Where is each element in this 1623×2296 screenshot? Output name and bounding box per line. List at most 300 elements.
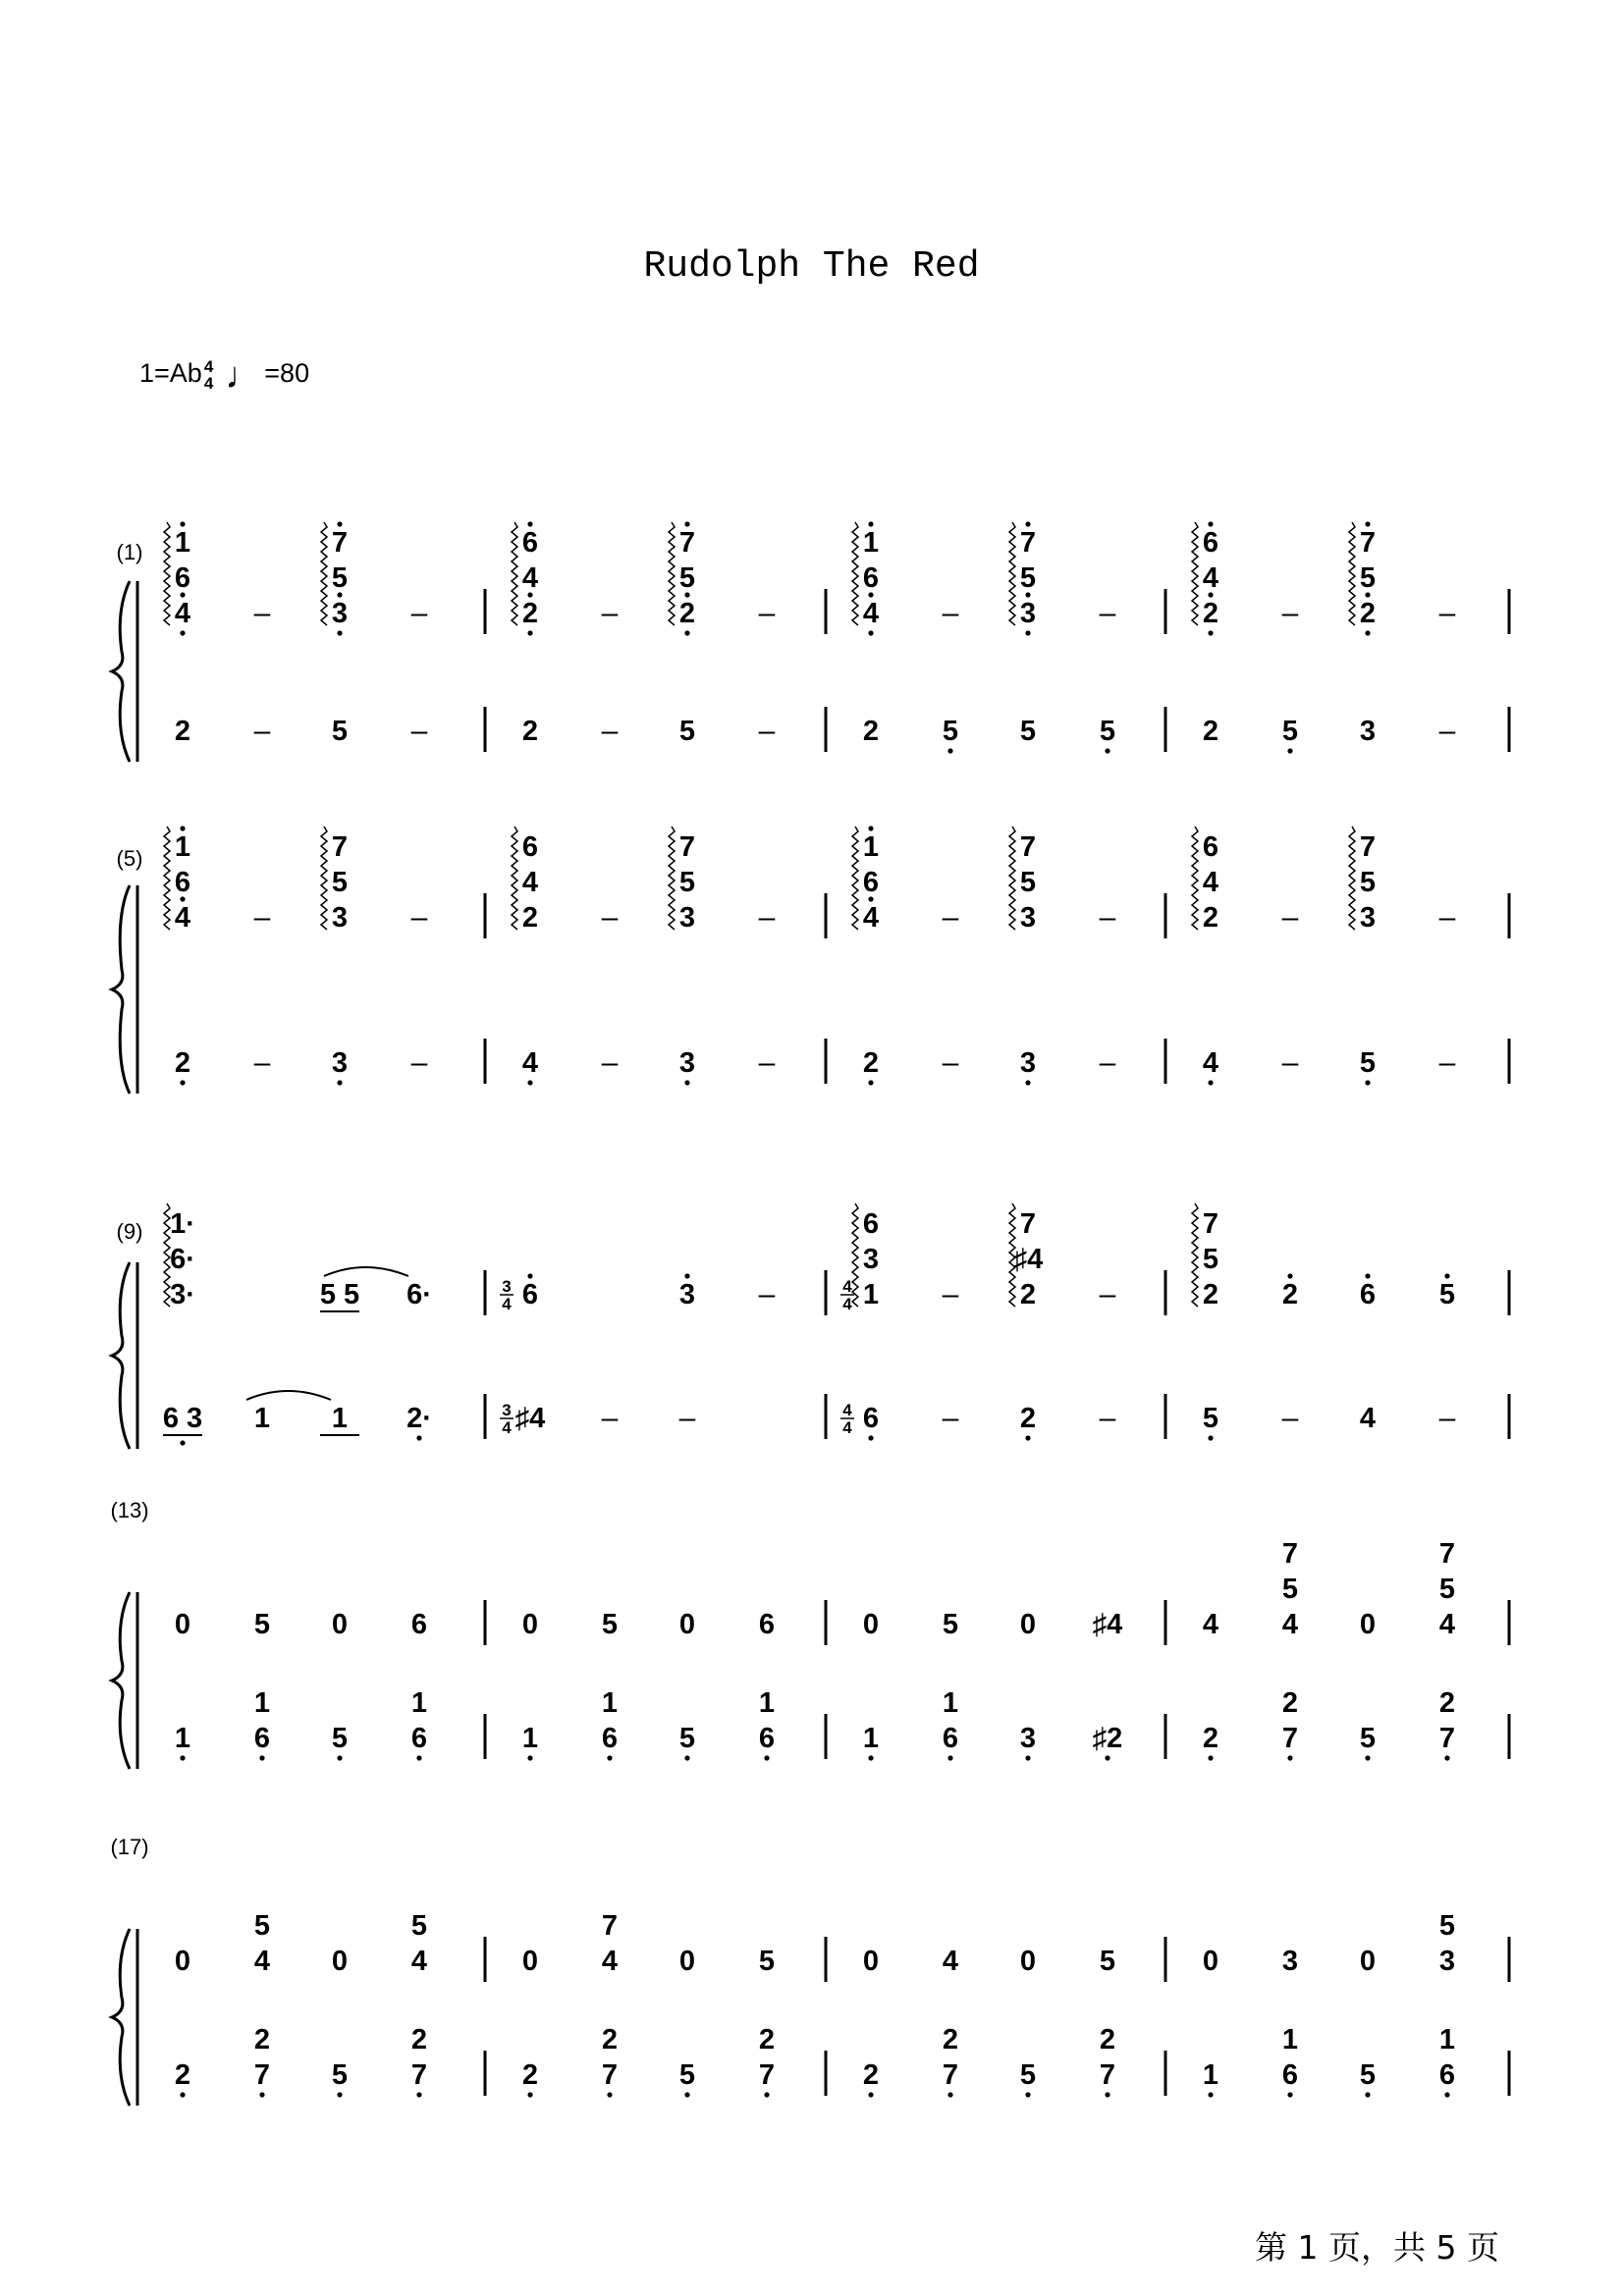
- note: 0: [521, 1609, 539, 1640]
- sustain-dash: –: [1099, 901, 1116, 934]
- arpeggio-mark: [164, 827, 170, 930]
- note: 5: [678, 2059, 696, 2091]
- sustain-dash: –: [601, 1402, 619, 1434]
- note: 6: [758, 1723, 776, 1754]
- note: 3: [678, 1047, 696, 1079]
- chord-note: 6: [521, 527, 539, 559]
- chord-note: 1: [942, 1687, 959, 1719]
- note: 6: [1359, 1279, 1377, 1310]
- chord-note: 5: [253, 1910, 271, 1942]
- note: 4: [174, 598, 191, 629]
- note: 2: [521, 902, 539, 934]
- note: 2: [174, 1047, 191, 1079]
- sustain-dash: –: [1099, 1046, 1116, 1079]
- arpeggio-mark: [321, 827, 327, 930]
- sustain-dash: –: [253, 715, 271, 747]
- octave-dot: [1365, 521, 1370, 526]
- chord-note: 5: [1359, 562, 1377, 594]
- chord-note: 6: [1202, 831, 1219, 863]
- note: 4: [1281, 1609, 1299, 1640]
- octave-dot: [527, 2092, 532, 2097]
- sustain-dash: –: [942, 1046, 959, 1079]
- note: 5: [1359, 1047, 1377, 1079]
- note: 2: [678, 598, 696, 629]
- octave-dot: [684, 630, 689, 635]
- note: 4: [253, 1946, 271, 1977]
- note: 0: [678, 1609, 696, 1640]
- octave-dot: [1444, 1755, 1449, 1760]
- sustain-dash: –: [253, 1046, 271, 1079]
- note: 5: [331, 716, 349, 747]
- chord-note: 1: [1281, 2024, 1299, 2056]
- chord-note: 5: [410, 1910, 428, 1942]
- chord-note: 7: [1359, 527, 1377, 559]
- sustain-dash: –: [942, 597, 959, 629]
- note: 5: [601, 1609, 619, 1640]
- chord-note: 6: [1202, 527, 1219, 559]
- chord-note: 1: [1438, 2024, 1456, 2056]
- chord-note: 1: [410, 1687, 428, 1719]
- note: 7: [1438, 1723, 1456, 1754]
- note: 1: [1202, 2059, 1219, 2091]
- octave-dot: [180, 521, 185, 526]
- note: 5: [1202, 1403, 1219, 1434]
- note: 2: [1359, 598, 1377, 629]
- note: 5: [1019, 2059, 1037, 2091]
- arpeggio-mark: [1009, 522, 1015, 625]
- octave-dot: [1287, 2092, 1292, 2097]
- chord-note: 7: [331, 527, 349, 559]
- note: 0: [331, 1946, 349, 1977]
- octave-dot: [527, 521, 532, 526]
- note: 6·: [406, 1279, 432, 1310]
- note: 6: [862, 1403, 880, 1434]
- note: 2: [1202, 1279, 1219, 1310]
- chord-note: 5: [1019, 867, 1037, 898]
- chord-note: 7: [331, 831, 349, 863]
- note: 3: [1019, 1047, 1037, 1079]
- note: 2: [862, 716, 880, 747]
- octave-dot: [868, 521, 873, 526]
- note: 5: [1359, 2059, 1377, 2091]
- octave-dot: [1365, 1273, 1370, 1278]
- octave-dot: [684, 1755, 689, 1760]
- octave-dot: [1025, 1080, 1030, 1085]
- sustain-dash: –: [942, 901, 959, 934]
- chord-note: 2: [410, 2024, 428, 2056]
- octave-dot: [1287, 1755, 1292, 1760]
- note: 5: [1099, 716, 1116, 747]
- octave-dot: [1105, 1755, 1109, 1760]
- note: 2: [521, 716, 539, 747]
- time-signature: 4: [502, 1295, 512, 1313]
- note: 5: [253, 1609, 271, 1640]
- octave-dot: [1208, 1755, 1213, 1760]
- note: 6: [601, 1723, 619, 1754]
- chord-note: 2: [1438, 1687, 1456, 1719]
- arpeggio-mark: [1349, 827, 1355, 930]
- system-brace: [112, 581, 130, 762]
- octave-dot: [337, 1080, 342, 1085]
- note: 4: [410, 1946, 428, 1977]
- octave-dot: [947, 748, 952, 753]
- sustain-dash: –: [1099, 597, 1116, 629]
- note: 4: [174, 902, 191, 934]
- arpeggio-mark: [1009, 827, 1015, 930]
- sustain-dash: –: [253, 597, 271, 629]
- note: 2: [1202, 716, 1219, 747]
- sustain-dash: –: [678, 1402, 696, 1434]
- arpeggio-mark: [1192, 827, 1198, 930]
- tie-arc: [324, 1267, 408, 1276]
- chord-note: 5: [1438, 1910, 1456, 1942]
- arpeggio-mark: [669, 827, 675, 930]
- note: 6: [758, 1609, 776, 1640]
- time-signature: 3: [502, 1401, 512, 1419]
- sustain-dash: –: [1281, 597, 1299, 629]
- chord-note: 1: [174, 527, 191, 559]
- chord-note: 2: [253, 2024, 271, 2056]
- sustain-dash: –: [410, 1046, 428, 1079]
- chord-note: 5: [678, 562, 696, 594]
- octave-dot: [527, 1080, 532, 1085]
- sustain-dash: –: [942, 1278, 959, 1310]
- note: 4: [862, 598, 880, 629]
- octave-dot: [180, 1755, 185, 1760]
- tie-arc: [246, 1391, 331, 1400]
- note: 4: [521, 1047, 539, 1079]
- arpeggio-mark: [164, 1203, 170, 1307]
- octave-dot: [1365, 2092, 1370, 2097]
- system-brace: [112, 1592, 130, 1769]
- octave-dot: [947, 1755, 952, 1760]
- note: 7: [942, 2059, 959, 2091]
- octave-dot: [180, 1440, 185, 1445]
- octave-dot: [337, 521, 342, 526]
- sustain-dash: –: [1438, 1046, 1456, 1079]
- note: 0: [1359, 1609, 1377, 1640]
- note: 2·: [406, 1403, 432, 1434]
- octave-dot: [1025, 1755, 1030, 1760]
- note: 2: [1202, 902, 1219, 934]
- measure-number: (13): [110, 1498, 149, 1522]
- chord-note: 7: [1202, 1208, 1219, 1240]
- sustain-dash: –: [1438, 597, 1456, 629]
- arpeggio-mark: [669, 522, 675, 625]
- sustain-dash: –: [1438, 715, 1456, 747]
- octave-dot: [868, 1755, 873, 1760]
- sustain-dash: –: [410, 597, 428, 629]
- octave-dot: [1208, 1080, 1213, 1085]
- octave-dot: [868, 826, 873, 830]
- note: 2: [1202, 598, 1219, 629]
- note: 1: [521, 1723, 539, 1754]
- note: ♯2: [1092, 1723, 1123, 1754]
- octave-dot: [527, 1755, 532, 1760]
- note: 5: [1281, 716, 1299, 747]
- sustain-dash: –: [942, 1402, 959, 1434]
- octave-dot: [764, 1755, 769, 1760]
- note: 4: [942, 1946, 959, 1977]
- octave-dot: [684, 1273, 689, 1278]
- chord-note: 6·: [170, 1244, 195, 1275]
- octave-dot: [1105, 2092, 1109, 2097]
- octave-dot: [416, 2092, 421, 2097]
- sustain-dash: –: [410, 901, 428, 934]
- octave-dot: [180, 630, 185, 635]
- sustain-dash: –: [1281, 901, 1299, 934]
- note: 4: [1202, 1609, 1219, 1640]
- chord-note: 7: [1019, 831, 1037, 863]
- octave-dot: [684, 1080, 689, 1085]
- chord-note: 6: [521, 831, 539, 863]
- arpeggio-mark: [852, 1203, 858, 1307]
- note: 1: [174, 1723, 191, 1754]
- measure-number: (17): [110, 1835, 149, 1859]
- time-signature: 4: [842, 1401, 852, 1419]
- chord-note: 6: [174, 867, 191, 898]
- octave-dot: [1287, 748, 1292, 753]
- chord-note: 2: [1099, 2024, 1116, 2056]
- note: 0: [1019, 1946, 1037, 1977]
- sustain-dash: –: [758, 901, 776, 934]
- octave-dot: [180, 2092, 185, 2097]
- time-signature: 4: [842, 1277, 852, 1296]
- note: 5: [1019, 716, 1037, 747]
- chord-note: 6: [862, 562, 880, 594]
- note: 6: [1281, 2059, 1299, 2091]
- chord-note: 4: [521, 562, 539, 594]
- chord-note: 1: [174, 831, 191, 863]
- chord-note: 5: [331, 867, 349, 898]
- chord-note: 5: [678, 867, 696, 898]
- octave-dot: [684, 2092, 689, 2097]
- tempo-marking: =80: [264, 358, 310, 388]
- octave-dot: [527, 1273, 532, 1278]
- arpeggio-mark: [1349, 522, 1355, 625]
- note: 4: [862, 902, 880, 934]
- page-footer: 第 1 页，共 5 页: [1255, 2228, 1499, 2267]
- sustain-dash: –: [758, 715, 776, 747]
- arpeggio-mark: [852, 522, 858, 625]
- note: 0: [174, 1609, 191, 1640]
- octave-dot: [259, 1755, 264, 1760]
- chord-note: 1: [862, 831, 880, 863]
- note: 5: [1099, 1946, 1116, 1977]
- note: 6: [521, 1279, 539, 1310]
- octave-dot: [1444, 1273, 1449, 1278]
- note: 6: [942, 1723, 959, 1754]
- chord-note: 4: [521, 867, 539, 898]
- measure-number: (9): [116, 1219, 143, 1244]
- chord-note: 5: [1438, 1574, 1456, 1605]
- quarter-note-icon: ♩: [225, 355, 263, 397]
- arpeggio-mark: [1192, 522, 1198, 625]
- note: 7: [601, 2059, 619, 2091]
- measure-number: (5): [116, 846, 143, 871]
- arpeggio-mark: [512, 522, 517, 625]
- note: 3: [331, 902, 349, 934]
- chord-note: ♯4: [1012, 1244, 1044, 1275]
- octave-dot: [868, 2092, 873, 2097]
- sustain-dash: –: [1281, 1402, 1299, 1434]
- note: 0: [678, 1946, 696, 1977]
- sustain-dash: –: [410, 715, 428, 747]
- chord-note: 1: [601, 1687, 619, 1719]
- chord-note: 7: [1019, 1208, 1037, 1240]
- note: 6: [1438, 2059, 1456, 2091]
- note: 2: [1019, 1279, 1037, 1310]
- sustain-dash: –: [758, 597, 776, 629]
- octave-dot: [684, 521, 689, 526]
- sustain-dash: –: [601, 1046, 619, 1079]
- note: 5: [1359, 1723, 1377, 1754]
- octave-dot: [1208, 2092, 1213, 2097]
- octave-dot: [416, 1755, 421, 1760]
- note: 3: [1438, 1946, 1456, 1977]
- octave-dot: [1025, 2092, 1030, 2097]
- note: 5: [678, 1723, 696, 1754]
- note: 0: [521, 1946, 539, 1977]
- octave-dot: [607, 2092, 612, 2097]
- arpeggio-mark: [1192, 1203, 1198, 1307]
- note: 1: [862, 1723, 880, 1754]
- note: 5: [331, 1723, 349, 1754]
- chord-note: 1·: [170, 1208, 195, 1240]
- note: 7: [1281, 1723, 1299, 1754]
- octave-dot: [1208, 1435, 1213, 1440]
- note: 2: [521, 598, 539, 629]
- octave-dot: [1365, 630, 1370, 635]
- sustain-dash: –: [1099, 1278, 1116, 1310]
- octave-dot: [1365, 1080, 1370, 1085]
- octave-dot: [1287, 1273, 1292, 1278]
- note: 0: [174, 1946, 191, 1977]
- note: 6: [410, 1609, 428, 1640]
- chord-note: 6: [174, 562, 191, 594]
- octave-dot: [259, 2092, 264, 2097]
- chord-note: 5: [331, 562, 349, 594]
- note: 6: [253, 1723, 271, 1754]
- note: 2: [174, 2059, 191, 2091]
- note: 3: [1281, 1946, 1299, 1977]
- chord-note: 6: [862, 867, 880, 898]
- sustain-dash: –: [1099, 1402, 1116, 1434]
- measure-number: (1): [116, 540, 143, 564]
- note: 3: [1359, 716, 1377, 747]
- sustain-dash: –: [601, 715, 619, 747]
- octave-dot: [1208, 521, 1213, 526]
- note: 5: [331, 2059, 349, 2091]
- note: 2: [1202, 1723, 1219, 1754]
- time-signature: 4: [842, 1295, 852, 1313]
- note: ♯4: [514, 1403, 546, 1434]
- chord-note: 2: [942, 2024, 959, 2056]
- note: 0: [1202, 1946, 1219, 1977]
- note: 3: [678, 902, 696, 934]
- chord-note: 6: [862, 1208, 880, 1240]
- chord-note: 7: [601, 1910, 619, 1942]
- note: 5: [942, 1609, 959, 1640]
- chord-note: 2: [1281, 1687, 1299, 1719]
- octave-dot: [868, 1080, 873, 1085]
- note: 7: [410, 2059, 428, 2091]
- octave-dot: [868, 1435, 873, 1440]
- octave-dot: [1105, 748, 1109, 753]
- sustain-dash: –: [1438, 901, 1456, 934]
- chord-note: 1: [253, 1687, 271, 1719]
- note: 3: [678, 1279, 696, 1310]
- note: 2: [1019, 1403, 1037, 1434]
- chord-note: 5: [1359, 867, 1377, 898]
- octave-dot: [527, 630, 532, 635]
- time-signature: 4: [502, 1418, 512, 1437]
- system-brace: [112, 1262, 130, 1449]
- note: 5: [1438, 1279, 1456, 1310]
- octave-dot: [180, 1080, 185, 1085]
- system-brace: [112, 885, 130, 1094]
- note: 0: [1359, 1946, 1377, 1977]
- chord-note: 2: [601, 2024, 619, 2056]
- octave-dot: [1208, 630, 1213, 635]
- note: 7: [1099, 2059, 1116, 2091]
- arpeggio-mark: [512, 827, 517, 930]
- note: 3: [331, 1047, 349, 1079]
- sustain-dash: –: [601, 901, 619, 934]
- chord-note: 5: [1281, 1574, 1299, 1605]
- note: 4: [1438, 1609, 1456, 1640]
- octave-dot: [180, 826, 185, 830]
- octave-dot: [1025, 630, 1030, 635]
- octave-dot: [337, 1755, 342, 1760]
- arpeggio-mark: [321, 522, 327, 625]
- note: 5: [678, 716, 696, 747]
- note: 7: [758, 2059, 776, 2091]
- note: 6: [410, 1723, 428, 1754]
- octave-dot: [1365, 1755, 1370, 1760]
- note: 0: [1019, 1609, 1037, 1640]
- time-signature: 4 4: [203, 356, 214, 393]
- note: 1: [331, 1403, 349, 1434]
- chord-note: 7: [678, 831, 696, 863]
- note: 4: [601, 1946, 619, 1977]
- note: 0: [862, 1946, 880, 1977]
- note: 1: [862, 1279, 880, 1310]
- note: 5 5: [319, 1279, 360, 1310]
- note: 2: [862, 1047, 880, 1079]
- octave-dot: [868, 630, 873, 635]
- octave-dot: [337, 630, 342, 635]
- note: 2: [174, 716, 191, 747]
- note: 4: [1202, 1047, 1219, 1079]
- sustain-dash: –: [758, 1278, 776, 1310]
- sustain-dash: –: [253, 901, 271, 934]
- octave-dot: [416, 1435, 421, 1440]
- chord-note: 7: [678, 527, 696, 559]
- note: 4: [1359, 1403, 1377, 1434]
- note: 1: [253, 1403, 271, 1434]
- chord-note: 7: [1281, 1538, 1299, 1570]
- note: 0: [862, 1609, 880, 1640]
- octave-dot: [1025, 1435, 1030, 1440]
- sustain-dash: –: [1281, 1046, 1299, 1079]
- chord-note: 7: [1438, 1538, 1456, 1570]
- time-signature: 3: [502, 1277, 512, 1296]
- chord-note: 3: [862, 1244, 880, 1275]
- chord-note: 4: [1202, 867, 1219, 898]
- octave-dot: [607, 1755, 612, 1760]
- time-signature: 4: [842, 1418, 852, 1437]
